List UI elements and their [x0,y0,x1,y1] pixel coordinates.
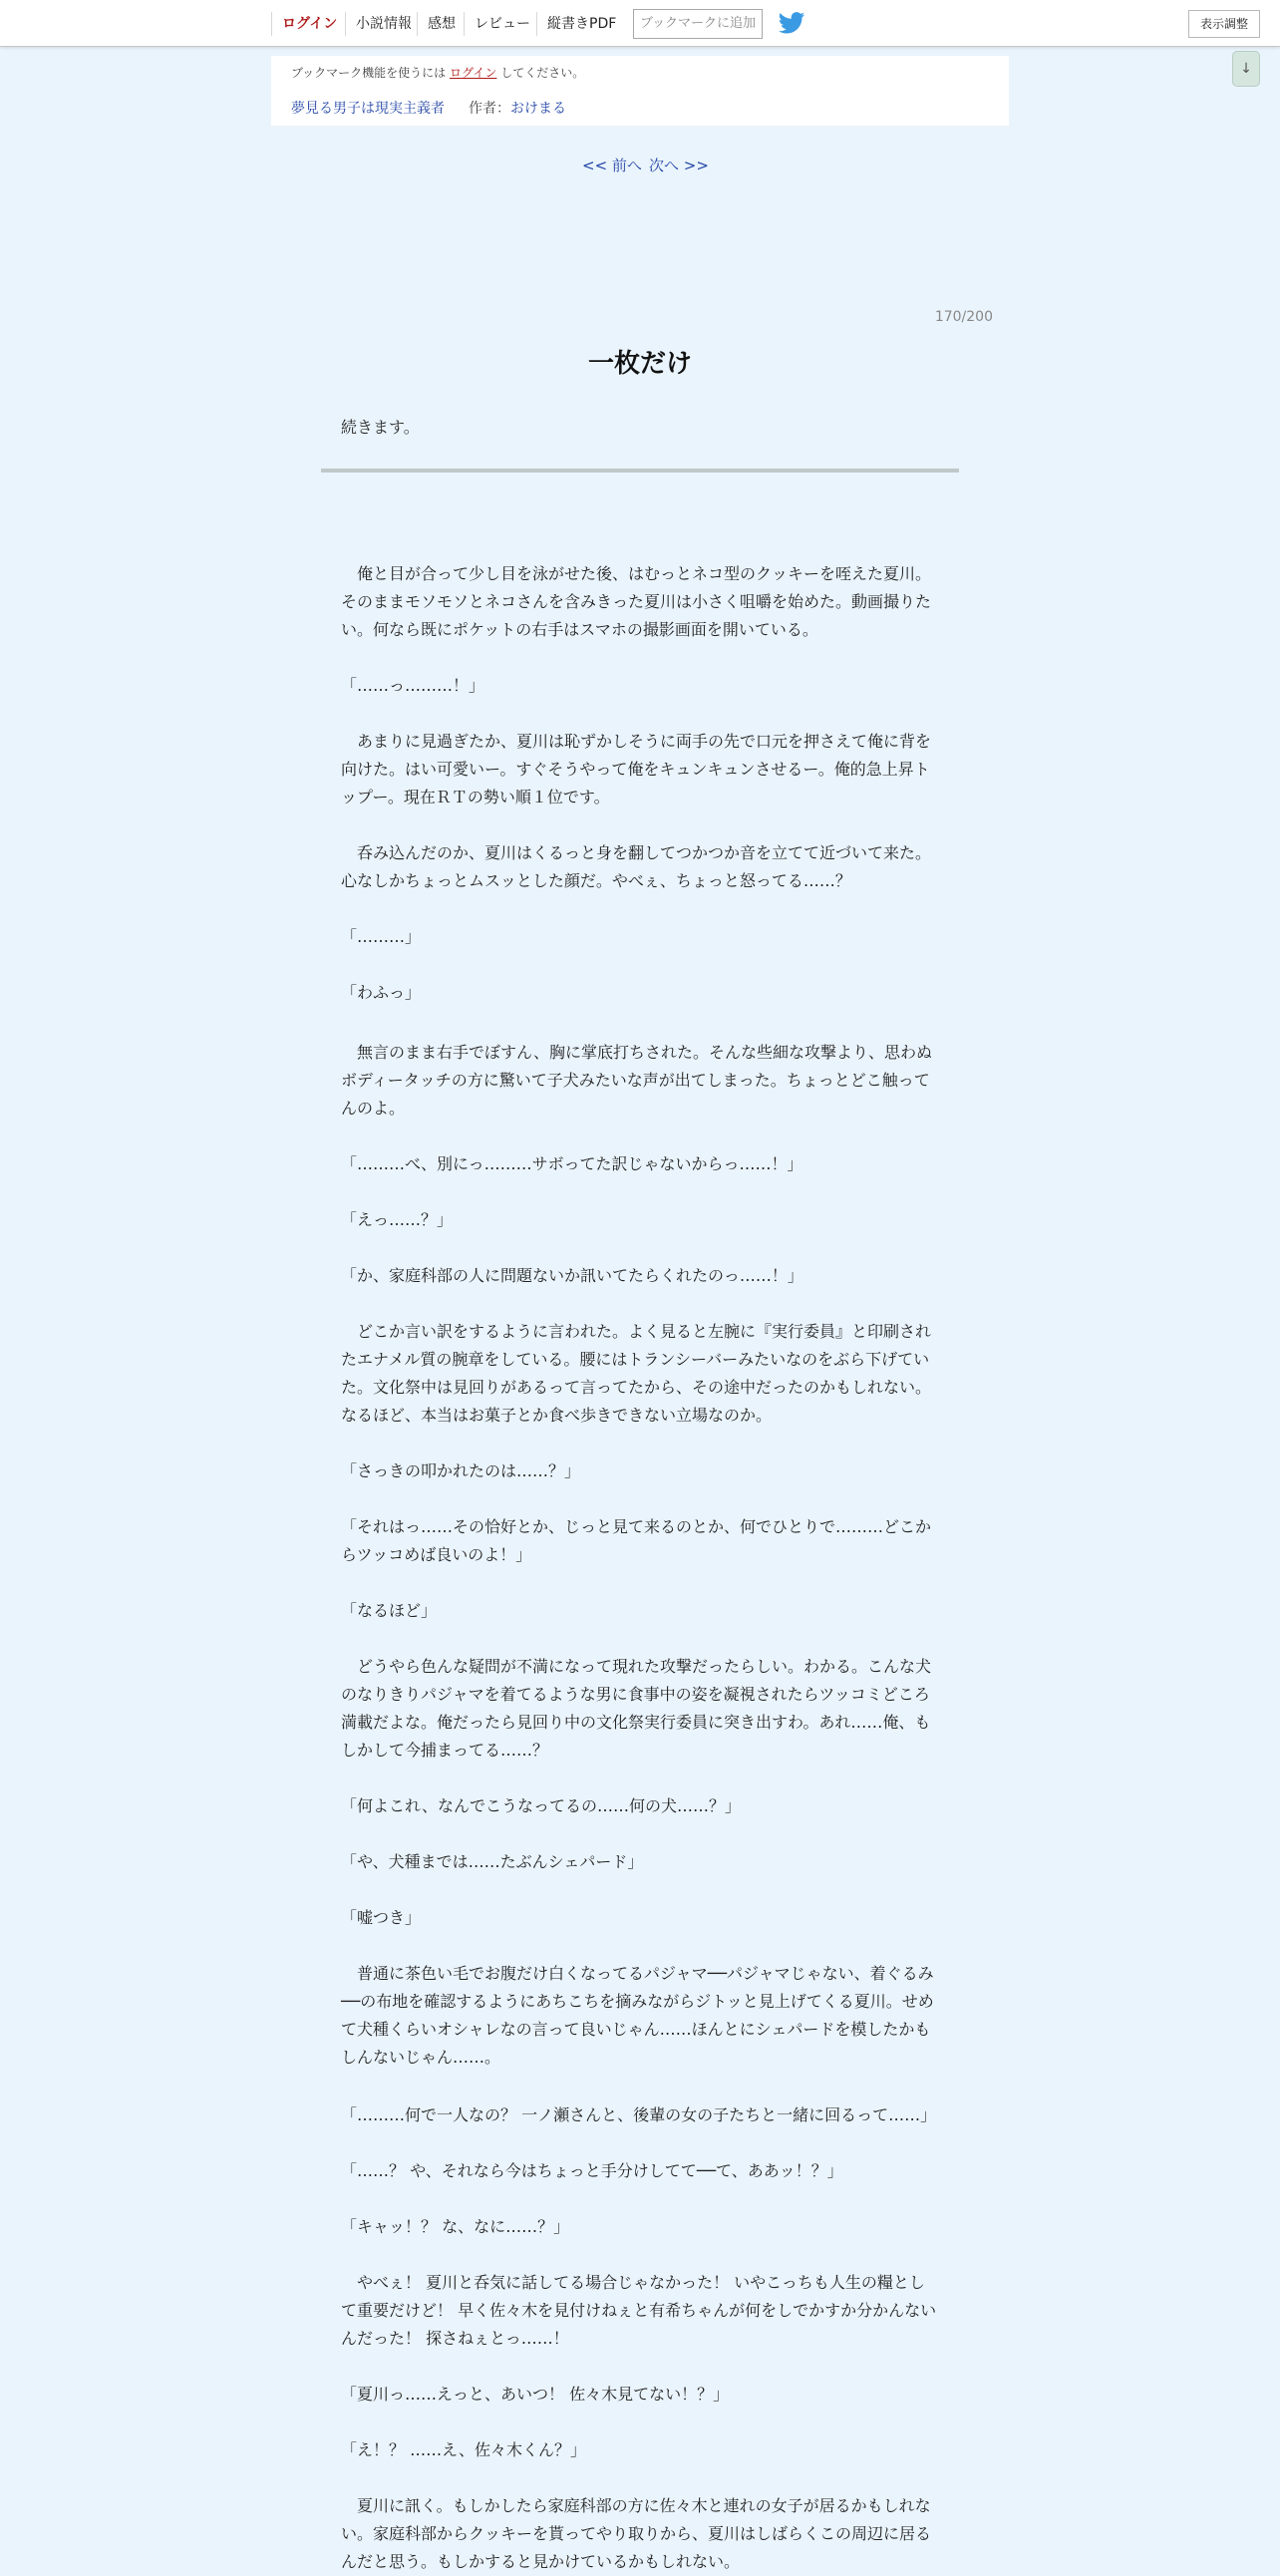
body-paragraph: 俺と目が合って少し目を泳がせた後、はむっとネコ型のクッキーを咥えた夏川。そのままモソモソとネコさんを含みきった夏川は小さく咀嚼を始めた。動画撮りたい。何なら既にポケットの右手はスマホの撮影画面を開いている。 [341,564,932,639]
author-info [469,98,566,118]
body-paragraph: 「……？ や、それなら今はちょっと手分けしてて──て、ああッ！？」 [341,2161,843,2180]
author-name-link[interactable]: おけまる [510,101,566,117]
novel-info-box [271,56,1009,126]
body-paragraph: やべぇ！ 夏川と呑気に話してる場合じゃなかった！ いやこっちも人生の糧として重要だけど！ 早く佐々木を見付けねぇと有希ちゃんが何をしでかすか分かんないんだった！ 探さねぇとっ……！ [341,2273,937,2348]
nav-novel-info-link[interactable]: 小説情報 [345,12,422,36]
body-paragraph: 「何よこれ、なんでこうなってるの……何の犬……？」 [341,1796,741,1815]
twitter-icon[interactable] [778,12,807,36]
body-paragraph: 「それはっ……その恰好とか、じっと見て来るのとか、何でひとりで………どこからツッコめば良いのよ！」 [341,1517,932,1564]
body-paragraph: 無言のまま右手でぼすん、胸に掌底打ちされた。そんな些細な攻撃より、思わぬボディータッチの方に驚いて子犬みたいな声が出てしまった。ちょっとどこ触ってんのよ。 [341,1043,932,1118]
prev-chapter-link[interactable]: << 前へ [582,157,642,174]
display-settings-button[interactable]: 表示調整 [1188,10,1260,38]
body-paragraph: 「や、犬種までは……たぶんシェパード」 [341,1852,644,1871]
body-paragraph: あまりに見過ぎたか、夏川は恥ずかしそうに両手の先で口元を押さえて俺に背を向けた。はい可愛いー。すぐそうやって俺をキュンキュンさせるー。俺的急上昇トップー。現在ＲＴの勢い順１位です。 [341,732,932,806]
body-paragraph: 「………」 [341,927,422,946]
bookmark-notice-login-link[interactable]: ログイン [450,66,497,80]
nav-login-link[interactable]: ログイン [271,12,347,36]
bookmark-notice-text-end: してください。 [500,66,585,80]
top-nav-bar [0,0,1280,47]
body-paragraph: 「………何で一人なの？ 一ノ瀬さんと、後輩の女の子たちと一緒に回るって……」 [341,2105,937,2124]
body-paragraph: 「嘘つき」 [341,1908,422,1927]
bookmark-notice-text: ブックマーク機能を使うには [291,66,447,80]
body-paragraph: 「えっ……？」 [341,1210,454,1229]
next-chapter-link[interactable]: 次へ >> [649,157,709,174]
author-label: 作者： [469,101,510,117]
body-paragraph: 「夏川っ……えっと、あいつ！ 佐々木見てない！？」 [341,2385,730,2404]
body-paragraph: 「わふっ」 [341,983,422,1002]
body-paragraph: 「え！？ ……え、佐々木くん？」 [341,2440,587,2459]
chapter-counter: 170/200 [934,309,993,325]
nav-review-link[interactable]: レビュー [464,12,540,36]
nav-impressions-link[interactable]: 感想 [417,12,466,36]
body-paragraph: 普通に茶色い毛でお腹だけ白くなってるパジャマ──パジャマじゃない、着ぐるみ──の布地を確認するようにあちこちを摘みながらジトッと見上げてくる夏川。せめて犬種くらいオシャレなの言って良いじゃん……ほんとにシェパードを模したかもしんないじゃん……。 [341,1964,934,2067]
body-paragraph: 「………べ、別にっ………サボってた訳じゃないからっ……！」 [341,1154,803,1173]
body-paragraph: 「キャッ！？ な、なに……？」 [341,2217,570,2236]
body-paragraph: 「か、家庭科部の人に問題ないか訊いてたらくれたのっ……！」 [341,1266,803,1285]
body-paragraph: 「……っ………！」 [341,676,485,695]
body-paragraph: 「さっきの叩かれたのは……？」 [341,1461,581,1480]
novel-title-link[interactable]: 夢見る男子は現実主義者 [291,101,445,117]
nav-vertical-pdf-link[interactable]: 縦書きPDF [536,12,626,36]
body-paragraph: どこか言い訳をするように言われた。よく見ると左腕に『実行委員』と印刷されたエナメル質の腕章をしている。腰にはトランシーバーみたいなのをぶら下げていた。文化祭中は見回りがあるって言ってたから、その途中だったのかもしれない。なるほど、本当はお菓子とか食べ歩きできない立場なのか。 [341,1322,932,1425]
bookmark-notice [291,64,584,81]
chapter-preface: 続きます。 [341,418,420,437]
body-paragraph: 夏川に訊く。もしかしたら家庭科部の方に佐々木と連れの女子が居るかもしれない。家庭科部からクッキーを貰ってやり取りから、夏川はしばらくこの周辺に居るんだと思う。もしかすると見かけているかもしれない。 [341,2496,932,2571]
body-paragraph: 呑み込んだのか、夏川はくるっと身を翻してつかつか音を立てて近づいて来た。心なしかちょっとムスッとした顔だ。やべぇ、ちょっと怒ってる……？ [341,843,932,890]
preface-divider [321,469,959,473]
scroll-down-button[interactable]: ↓ [1232,51,1260,87]
body-paragraph: 「なるほど」 [341,1601,438,1620]
chapter-title: 一枚だけ [587,349,692,379]
body-paragraph: どうやら色んな疑問が不満になって現れた攻撃だったらしい。わかる。こんな犬のなりきりパジャマを着てるような男に食事中の姿を凝視されたらツッコミどころ満載だよな。俺だったら見回り中の文化祭実行委員に突き出すわ。あれ……俺、もしかして今捕まってる……？ [341,1657,932,1760]
add-bookmark-button[interactable]: ブックマークに追加 [633,9,763,39]
